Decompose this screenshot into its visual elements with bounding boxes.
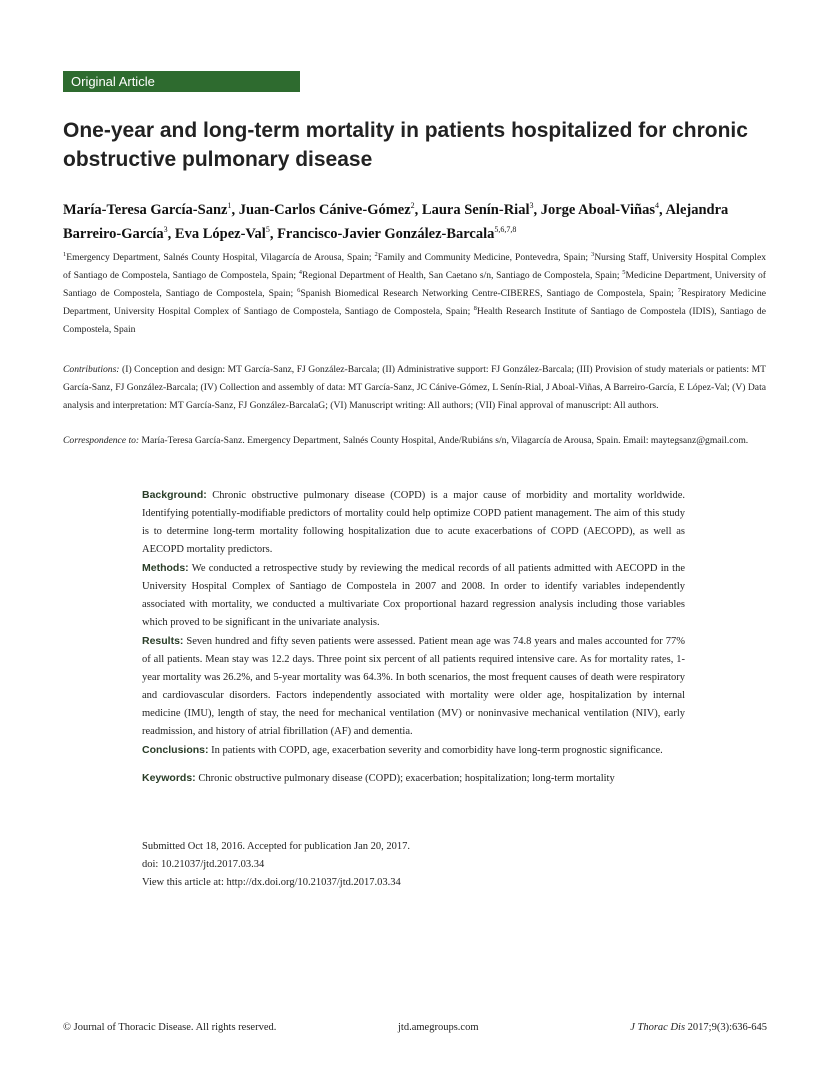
conclusions-label: Conclusions: (142, 744, 209, 756)
affil-sup: 1 (63, 250, 67, 258)
affil-text: Medicine Department, University of Santiago de Compostela, Santiago de Compostela, Spain; (63, 270, 766, 299)
contributions-label: Contributions: (63, 364, 120, 375)
results-text: Seven hundred and fifty seven patients were assessed. Patient mean age was 74.8 years and males accounted for 77% of all patients. Mean stay was 12.2 days. Three point six percent of all patients required intensive care. As for mortality rates, 1-year mortality was 26.2%, and 5-year mortality was 64.3%. In both scenarios, the most frequent causes of death were respiratory and cardiovascular disorders. Factors independently associated with mortality were older age, hospitalization by internal medicine (IMU), length of stay, the need for mechanical ventilation (MV) or noninvasive mechanical ventilation (NIV), early readmission, and history of atrial fibrillation (AF) and dementia. (142, 636, 685, 737)
abstract (142, 486, 685, 788)
view-article-link[interactable]: View this article at: http://dx.doi.org/10.21037/jtd.2017.03.34 (142, 877, 401, 888)
affil-sup: 4 (298, 268, 302, 276)
affil-sup: 7 (677, 286, 682, 294)
affil-text: Health Research Institute of Santiago de Compostela (IDIS), Santiago de Compostela, Spain (63, 306, 766, 335)
results-label: Results: (142, 635, 184, 647)
conclusions-text: In patients with COPD, age, exacerbation severity and comorbidity have long-term prognostic significance. (208, 745, 663, 756)
affil-sup: 6 (297, 286, 301, 294)
abstract-keywords (142, 769, 685, 788)
footer-journal: J Thorac Dis (630, 1022, 686, 1033)
footer-citation (630, 1022, 767, 1033)
author-name: Eva López-Val (174, 225, 266, 242)
affil-text: Family and Community Medicine, Pontevedra, Spain; (377, 252, 591, 263)
author-affil-sup: 5,6,7,8 (494, 224, 517, 234)
keywords-label: Keywords: (142, 772, 196, 784)
author-list: María-Teresa García-Sanz$^1$, Juan-Carlos Cánive-Gómez$^2$, Laura Senín-Rial$^3$, Jorge Aboal-Viñas$^4$, Alejandra Barreiro-García$^3$, Eva López-Val$^5$, Francisco-Javier González-Barcala$^{5,6,7,8}$ (63, 201, 729, 242)
affil-sup: 2 (374, 250, 378, 258)
author-affil-sup: 3 (529, 201, 534, 210)
author-name: Juan-Carlos Cánive-Gómez (238, 201, 411, 218)
methods-label: Methods: (142, 562, 189, 574)
article-title: One-year and long-term mortality in patients hospitalized for chronic obstructive pulmonary disease (63, 119, 748, 171)
affil-sup: 3 (591, 250, 595, 258)
author-affil-sup: 1 (227, 201, 232, 210)
footer-site-link[interactable]: jtd.amegroups.com (398, 1022, 479, 1033)
contributions-text: (I) Conception and design: MT García-Sanz, FJ González-Barcala; (II) Administrative support: FJ González-Barcala; (III) Provision of study materials or patients: MT García-Sanz, FJ González-Barcala; (IV) Collection and assembly of data: MT García-Sanz, JC Cánive-Gómez, L Senín-Rial, J Aboal-Viñas, A Barreiro-García, E López-Val; (V) Data analysis and interpretation: MT García-Sanz, FJ González-BarcalaG; (VI) Manuscript writing: All authors; (VII) Final approval of manuscript: All authors. (63, 364, 766, 411)
affil-sup: 5 (622, 268, 626, 276)
affil-text: Emergency Department, Salnés County Hospital, Vilagarcía de Arousa, Spain; (66, 252, 375, 263)
publication-info (142, 838, 410, 892)
affil-text: Regional Department of Health, San Caetano s/n, Santiago de Compostela, Spain; (302, 270, 623, 281)
author-affil-sup: 2 (410, 201, 415, 210)
author-affil-sup: 3 (163, 224, 168, 234)
author-affil-sup: 4 (655, 201, 659, 210)
affiliations (63, 249, 766, 339)
abstract-conclusions (142, 741, 685, 760)
submitted-line: Submitted Oct 18, 2016. Accepted for publication Jan 20, 2017. (142, 841, 410, 852)
background-text: Chronic obstructive pulmonary disease (COPD) is a major cause of morbidity and mortality worldwide. Identifying potentially-modifiable predictors of mortality could help optimize COPD patient management. The aim of this study is to determine long-term mortality following hospitalization due to acute exacerbations of COPD (AECOPD), as well as AECOPD mortality predictors. (142, 490, 685, 555)
background-label: Background: (142, 489, 207, 501)
abstract-background (142, 486, 685, 559)
footer-copyright: © Journal of Thoracic Disease. All rights reserved. (63, 1022, 277, 1033)
abstract-results (142, 632, 685, 741)
author-name: María-Teresa García-Sanz (63, 201, 228, 218)
contributions (63, 361, 766, 415)
methods-text: We conducted a retrospective study by reviewing the medical records of all patients admitted with AECOPD in the University Hospital Complex of Santiago de Compostela in 2007 and 2008. In order to identify variables independently associated with mortality, we conducted a multivariate Cox proportional hazard regression analysis including those variables which proved to be significant in the univariate analysis. (142, 563, 685, 628)
section-tag: Original Article (63, 71, 300, 92)
doi-line: doi: 10.21037/jtd.2017.03.34 (142, 859, 265, 870)
author-name: Francisco-Javier González-Barcala (277, 225, 495, 242)
correspondence-text: María-Teresa García-Sanz. Emergency Department, Salnés County Hospital, Ande/Rubiáns s/n, Vilagarcía de Arousa, Spain. Email: maytegsanz@gmail.com. (139, 435, 749, 446)
affil-text: Nursing Staff, University Hospital Complex of Santiago de Compostela, Santiago de Compostela, Spain; (63, 252, 766, 281)
author-name: Laura Senín-Rial (421, 201, 530, 218)
author-name: Alejandra Barreiro-García (63, 201, 729, 242)
author-affil-sup: 5 (265, 224, 270, 234)
correspondence (63, 432, 766, 450)
affil-text: Spanish Biomedical Research Networking Centre-CIBERES, Santiago de Compostela, Spain; (300, 288, 678, 299)
keywords-text: Chronic obstructive pulmonary disease (COPD); exacerbation; hospitalization; long-term mortality (195, 773, 615, 784)
footer-volume: 2017;9(3):636-645 (685, 1022, 767, 1033)
affil-sup: 8 (473, 304, 477, 312)
author-name: Jorge Aboal-Viñas (540, 201, 655, 218)
abstract-methods (142, 559, 685, 632)
correspondence-label: Correspondence to: (63, 435, 140, 446)
affil-text: Respiratory Medicine Department, University Hospital Complex of Santiago de Compostela, Santiago de Compostela, Spain; (63, 288, 767, 317)
